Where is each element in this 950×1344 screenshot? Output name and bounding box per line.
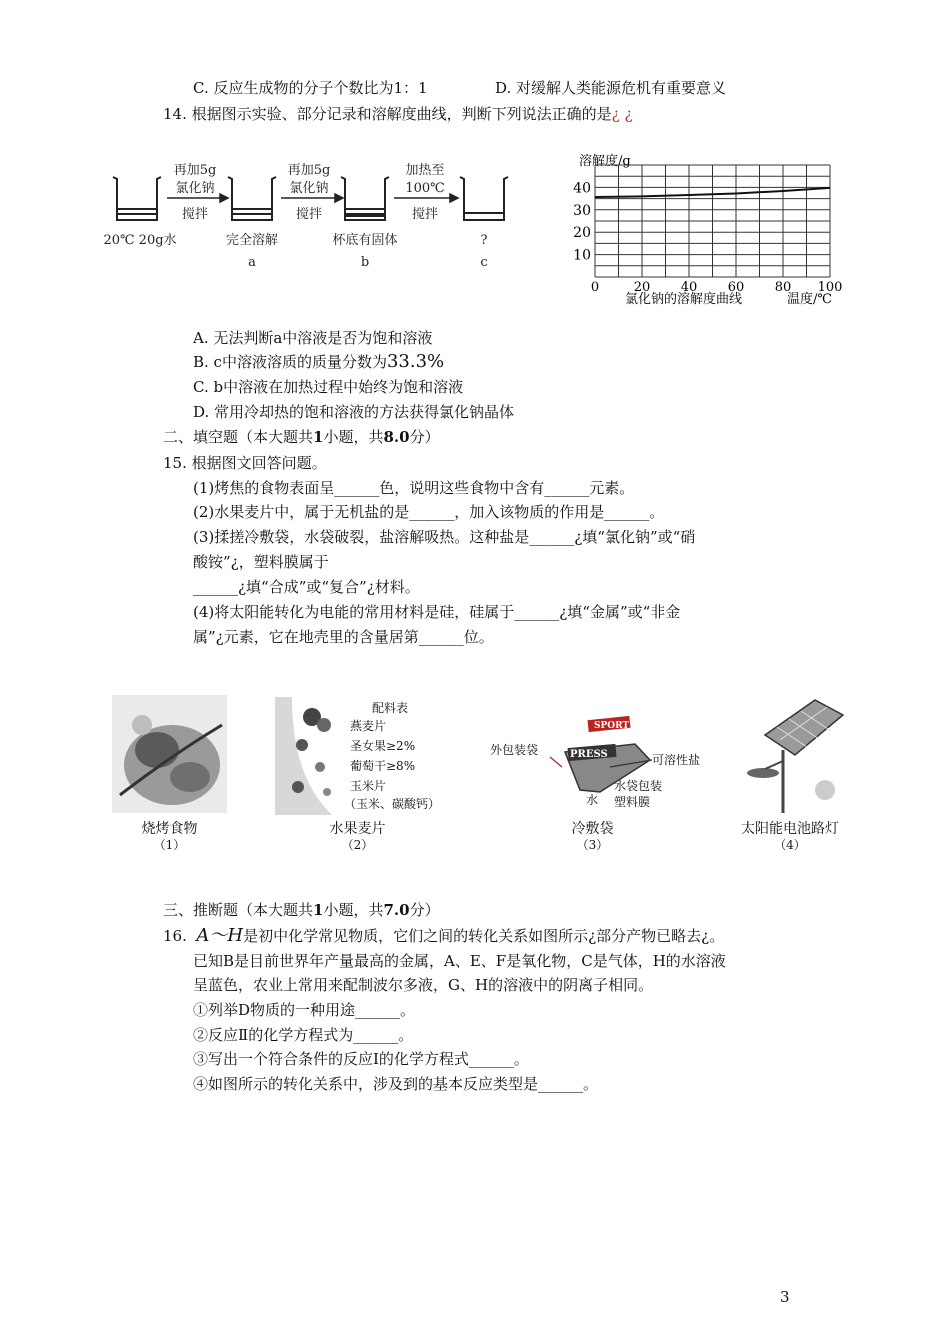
img1-num: （1） [153, 838, 186, 852]
step2-mid: 氯化钠 [289, 181, 329, 196]
y-tick-label: 30 [573, 202, 591, 219]
beaker3-tag: c [480, 255, 488, 270]
y-tick-label: 40 [573, 180, 591, 197]
q13-option-c: C. 反应生成物的分子个数比为1：1 [193, 79, 428, 97]
q15-part-3b: 酸铵”¿，塑料膜属于 [193, 553, 329, 571]
q14-answer-paren: ¿ ¿ [611, 105, 633, 123]
beaker2-tag: b [360, 255, 370, 270]
label-plastic-film: 塑料膜 [614, 795, 651, 809]
step1-top: 再加5g [173, 163, 217, 178]
section-3-heading: 三、推断题（本大题共1小题，共7.0分） [163, 901, 440, 919]
q15-stem: 15. 根据图文回答问题。 [163, 454, 327, 472]
step3-mid: 100℃ [405, 181, 445, 196]
beaker3-label: ? [480, 233, 488, 248]
q15-part-1: (1)烤焦的食物表面呈______色，说明这些食物中含有______元素。 [193, 479, 635, 497]
q15-part-2: (2)水果麦片中，属于无机盐的是______，加入该物质的作用是______。 [193, 503, 665, 521]
img3-caption: 冷敷袋 [571, 821, 614, 837]
x-tick-label: 40 [680, 280, 698, 295]
beaker0-label: 20℃ 20g水 [103, 233, 177, 248]
q14-option-c: C. b中溶液在加热过程中始终为饱和溶液 [193, 378, 464, 396]
q16-range: A～H [196, 925, 244, 946]
img2-caption: 水果麦片 [329, 821, 386, 837]
q16-line-1: 16. A～H是初中化学常见物质，它们之间的转化关系如图所示¿部分产物已略去¿。 [163, 925, 725, 946]
section-2-heading: 二、填空题（本大题共1小题，共8.0分） [163, 428, 440, 446]
label-outer-bag: 外包装袋 [490, 743, 539, 757]
q13-option-d: D. 对缓解人类能源危机有重要意义 [495, 79, 727, 97]
q14-option-a: A. 无法判断a中溶液是否为饱和溶液 [193, 329, 433, 347]
solubility-chart [565, 145, 855, 313]
brand-name: PRESS [570, 749, 608, 760]
chart-title: 氯化钠的溶解度曲线 [625, 292, 743, 307]
ingredient-2: 圣女果≥2% [350, 739, 416, 753]
beaker2-label: 杯底有固体 [332, 233, 398, 248]
img3-num: （3） [576, 838, 609, 852]
img4-num: （4） [774, 838, 806, 852]
grilled-food-image [112, 695, 227, 813]
step3-bot: 搅拌 [411, 207, 439, 222]
img1-caption: 烧烤食物 [141, 821, 198, 837]
x-tick-label: 100 [817, 280, 843, 295]
ingredients-title: 配料表 [372, 701, 409, 715]
q16-line-2: 已知B是目前世界年产量最高的金属，A、E、F是氧化物，C是气体，H的水溶液 [193, 952, 726, 970]
chart-xlabel: 温度/℃ [787, 292, 832, 307]
x-tick-label: 0 [590, 280, 600, 295]
label-water: 水 [586, 793, 599, 807]
x-tick-label: 60 [727, 280, 745, 295]
q15-part-4a: (4)将太阳能转化为电能的常用材料是硅，硅属于______¿填“金属”或“非金 [193, 603, 681, 621]
q16-line-3: 呈蓝色，农业上常用来配制波尔多液，G、H的溶液中的阴离子相同。 [193, 976, 654, 994]
label-soluble-salt: 可溶性盐 [652, 753, 701, 767]
q14-option-d: D. 常用冷却热的饱和溶液的方法获得氯化钠晶体 [193, 403, 515, 421]
q14-option-b-value: 33.3% [386, 351, 445, 372]
x-tick-label: 20 [633, 280, 651, 295]
y-tick-label: 10 [573, 247, 591, 264]
step1-bot: 搅拌 [181, 207, 209, 222]
q14-stem: 14. 根据图示实验、部分记录和溶解度曲线，判断下列说法正确的是¿ ¿ [163, 105, 633, 123]
q16-sub-1: ①列举D物质的一种用途______。 [193, 1001, 416, 1019]
ingredient-4: 玉米片 [350, 779, 387, 793]
img4-caption: 太阳能电池路灯 [741, 821, 839, 837]
step2-top: 再加5g [287, 163, 331, 178]
ingredient-5: （玉米、碳酸钙） [344, 797, 441, 811]
brand-top: SPORT [594, 721, 630, 731]
q15-part-4b: 属”¿元素，它在地壳里的含量居第______位。 [193, 628, 494, 646]
label-water-bag: 水袋包装 [614, 779, 663, 793]
ingredient-3: 葡萄干≥8% [350, 759, 416, 773]
q16-sub-3: ③写出一个符合条件的反应Ⅰ的化学方程式______。 [193, 1050, 529, 1068]
step1-mid: 氯化钠 [175, 181, 215, 196]
beaker1-label: 完全溶解 [225, 233, 279, 248]
beaker1-tag: a [248, 255, 256, 270]
q14-option-b: B. c中溶液溶质的质量分数为33.3% [193, 351, 445, 372]
ingredient-1: 燕麦片 [350, 719, 387, 733]
q15-part-3a: (3)揉搓冷敷袋，水袋破裂，盐溶解吸热。这种盐是______¿填“氯化钠”或“硝 [193, 528, 696, 546]
q14-experiment-diagram [95, 160, 520, 275]
chart-ylabel: 溶解度/g [579, 154, 631, 169]
page-number: 3 [780, 1288, 790, 1306]
step2-bot: 搅拌 [295, 207, 323, 222]
step3-top: 加热至 [405, 163, 445, 178]
img2-num: （2） [341, 838, 374, 852]
q15-part-3c: ______¿填“合成”或“复合”¿材料。 [193, 578, 420, 596]
y-tick-label: 20 [573, 225, 591, 242]
solar-streetlight-image [735, 695, 845, 813]
q16-sub-4: ④如图所示的转化关系中，涉及到的基本反应类型是______。 [193, 1075, 599, 1093]
x-tick-label: 80 [774, 280, 792, 295]
q16-sub-2: ②反应Ⅱ的化学方程式为______。 [193, 1026, 414, 1044]
